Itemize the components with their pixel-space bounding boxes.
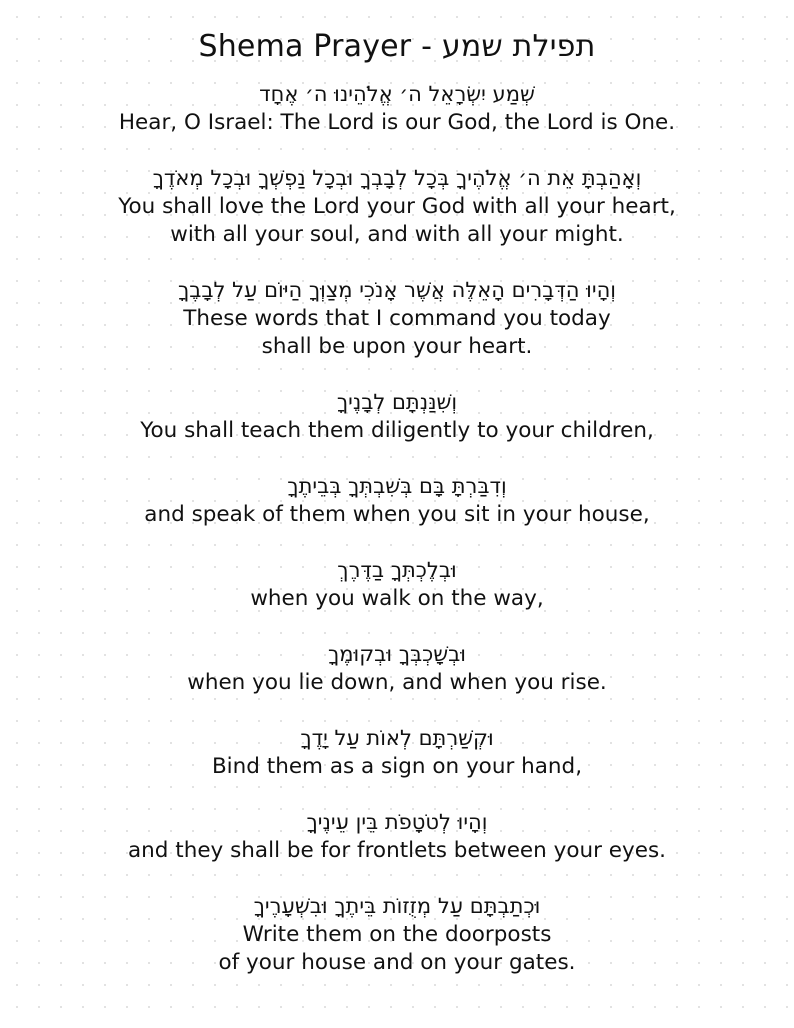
verse-3 [0,275,794,361]
verse-hebrew: וּבְלֶכְתְּךָ בַדֶּרֶךְ [337,558,457,582]
verse-hebrew: וְהָיוּ לְטֹטָפֹת בֵּין עֵינֶיךָ [306,810,488,834]
verse-hebrew: שְׁמַע יִשְׂרָאֵל ה׳ אֱלֹהֵינוּ ה׳ אֶחָד [259,82,535,106]
verse-hebrew: וְאָהַבְתָּ אֵת ה׳ אֱלֹהֶיךָ בְּכָל לְבָבְךָ וּבְכָל נַפְשְׁךָ וּבְכָל מְאֹדֶךָ [152,166,642,190]
verse-english-line: with all your soul, and with all your might. [170,222,624,247]
verse-hebrew: וְדִבַּרְתָּ בָּם בְּשִׁבְתְּךָ בְּבֵיתֶךָ [287,474,507,498]
page-title: Shema Prayer - תפילת שמע [198,29,596,64]
verse-english-line: Bind them as a sign on your hand, [211,754,583,779]
verse-english-line: You shall teach them diligently to your children, [140,418,654,443]
verse-english-line: Write them on the doorposts [242,922,552,947]
verse-english-line: Hear, O Israel: The Lord is our God, the Lord is One. [118,110,676,135]
verse-2 [0,163,794,249]
verse-7 [0,639,794,697]
verse-english-line: when you walk on the way, [250,586,544,611]
verse-english-line: You shall love the Lord your God with all your heart, [118,194,676,219]
verse-english-line: and speak of them when you sit in your house, [144,502,650,527]
verse-list [0,79,794,977]
verse-english-line: of your house and on your gates. [218,950,576,975]
verse-hebrew: וְשִׁנַּנְתָּם לְבָנֶיךָ [336,390,458,414]
verse-english-line: shall be upon your heart. [261,334,533,359]
verse-6 [0,555,794,613]
verse-hebrew: וּקְשַׁרְתָּם לְאוֹת עַל יָדֶךָ [300,726,494,750]
verse-5 [0,471,794,529]
verse-8 [0,723,794,781]
verse-9 [0,807,794,865]
verse-10 [0,891,794,977]
verse-hebrew: וּבְשָׁכְבְּךָ וּבְקוּמֶךָ [328,642,466,666]
verse-4 [0,387,794,445]
verse-english-line: when you lie down, and when you rise. [187,670,607,695]
verse-hebrew: וְהָיוּ הַדְּבָרִים הָאֵלֶּה אֲשֶׁר אָנֹכִי מְצַוְּךָ הַיּוֹם עַל לְבָבֶךָ [177,278,617,302]
verse-hebrew: וּכְתַבְתָּם עַל מְזֻזוֹת בֵּיתֶךָ וּבִשְׁעָרֶיךָ [253,894,541,918]
verse-english-line: These words that I command you today [183,306,611,331]
verse-english-line: and they shall be for frontlets between your eyes. [127,838,667,863]
verse-1 [0,79,794,137]
